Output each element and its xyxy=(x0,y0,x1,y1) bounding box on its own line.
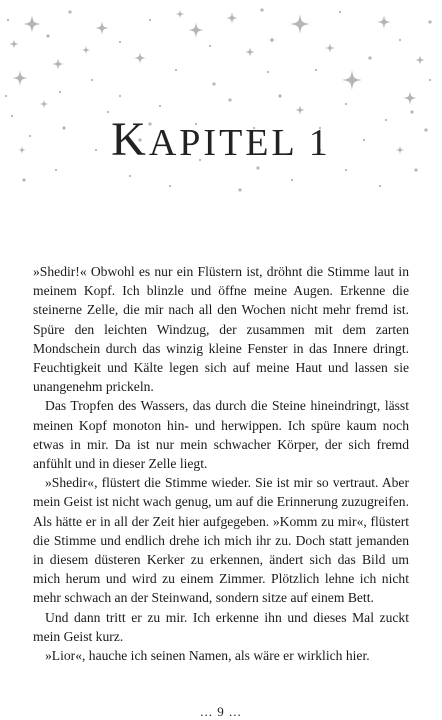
paragraph-2: Das Tropfen des Wassers, das durch die Steine hineindringt, lässt meinen Kopf monoton hin- und herwippen. Ich spüre kaum noch etwas in mir. Da ist nur mein schwacher Körper, der sich fremd anfühlt und in dieser Zelle liegt. xyxy=(33,398,409,472)
chapter-title xyxy=(0,112,442,167)
paragraph-1: »Shedir!« Obwohl es nur ein Flüstern ist, dröhnt die Stimme laut in meinem Kopf. Ich blinzle und öffne meine Augen. Erkenne die steinerne Zelle, die mir nach all den Wochen nicht mehr fremd ist. Spüre den leichten Windzug, der zusammen mit dem zarten Mondschein durch das winzig kleine Fenster in das Innere dringt. Feuchtigkeit und Kälte legen sich auf meine Haut und lassen sie unangenehm prickeln. xyxy=(33,264,409,395)
paragraph-4: Und dann tritt er zu mir. Ich erkenne ihn und dieses Mal zuckt mein Geist kurz. xyxy=(33,609,409,644)
chapter-title-rest: APITEL 1 xyxy=(148,122,331,164)
paragraph-5: »Lior«, hauche ich seinen Namen, als wäre er wirklich hier. xyxy=(45,648,370,664)
page-number: ... 9 ... xyxy=(200,704,242,719)
chapter-body xyxy=(33,262,409,665)
paragraph-3: »Shedir«, flüstert die Stimme wieder. Sie ist mir so vertraut. Aber mein Geist ist nicht wach genug, um auf die Erinnerung zuzugreifen. Als hätte er in all der Zeit hier aufgegeben. »Komm zu mir«, flüstert die Stimme und endlich drehe ich mich ihr zu. Doch statt jemanden in diesem düsteren Kerker zu erkennen, ändert sich das Bild um mich herum und wird zu einem Zimmer. Plötzlich lehne ich nicht mehr schwach an der Steinwand, sondern sitze auf einem Bett. xyxy=(33,475,409,606)
chapter-title-initial: K xyxy=(111,113,149,166)
starfield-decoration xyxy=(0,0,442,200)
